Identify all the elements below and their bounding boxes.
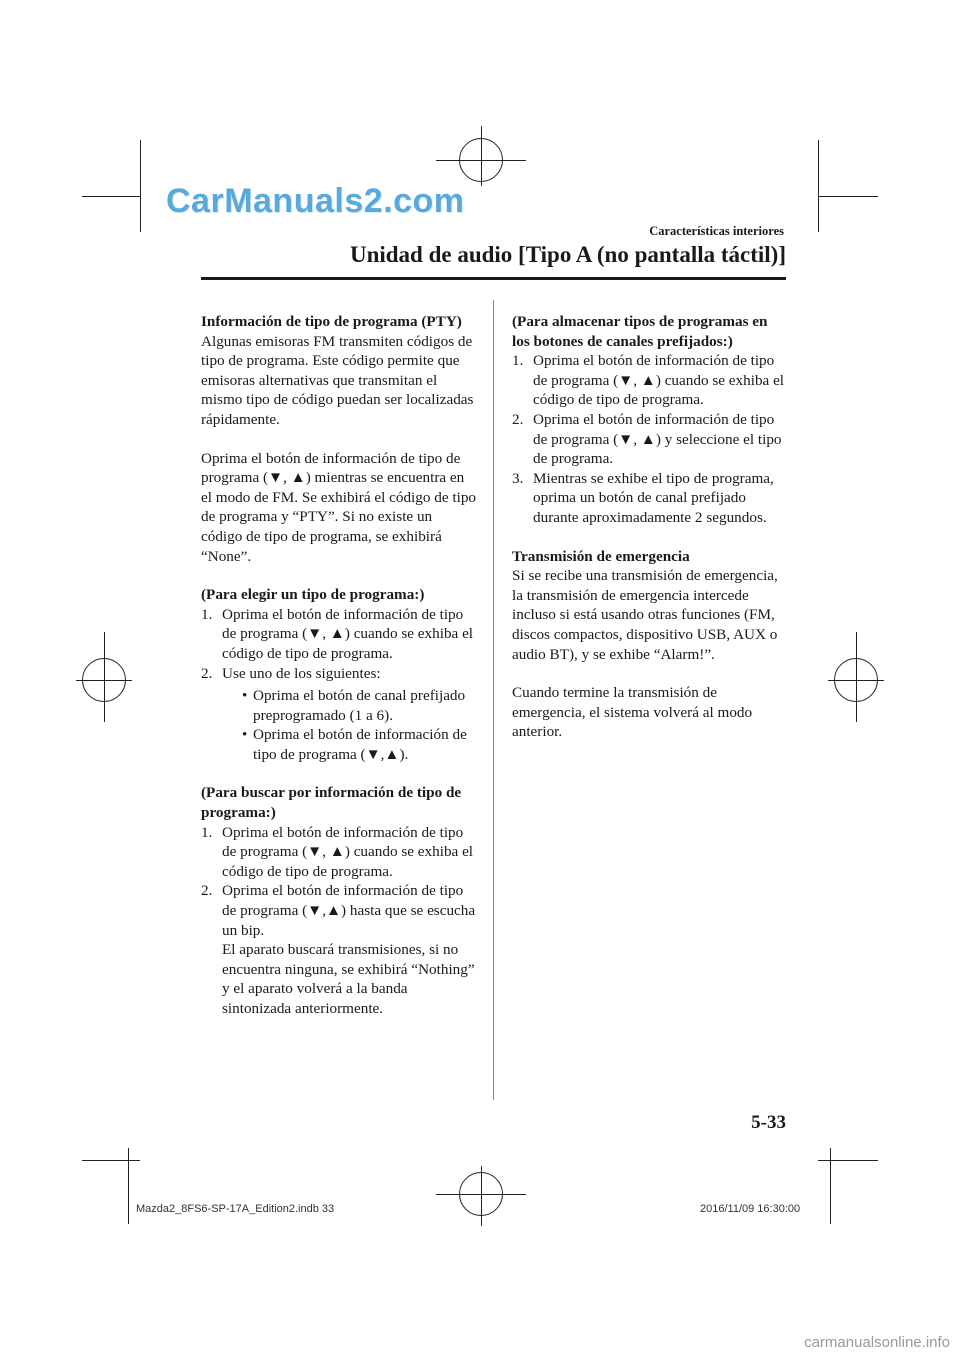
- page-number: 5-33: [751, 1112, 786, 1133]
- emergency-heading: Transmisión de emergencia: [512, 547, 690, 565]
- chapter-title: Unidad de audio [Tipo A (no pantalla táctil)]: [349, 242, 786, 267]
- pty-usage-paragraph: Oprima el botón de información de tipo de programa (▼, ▲) mientras se encuentra en el modo de FM. Se exhibirá el código de tipo de programa y “PTY”. Si no existe un código de tipo de programa, se exhibirá “None”.: [201, 449, 477, 565]
- list-item: 1. Oprima el botón de información de tipo de programa (▼, ▲) cuando se exhiba el código de tipo de programa.: [201, 823, 474, 880]
- search-type-steps: [201, 823, 476, 1019]
- pty-intro-paragraph: Algunas emisoras FM transmiten códigos de tipo de programa. Este código permite que emisoras alternativas que transmitan el mismo tipo de código puedan ser localizadas rápidamente.: [201, 332, 474, 428]
- list-item: 2. Oprima el botón de información de tipo de programa (▼,▲) hasta que se escucha un bip. El aparato buscará transmisiones, si no encuentra ninguna, se exhibirá “Nothing” y el aparato volverá a la banda sintonizada anteriormente.: [201, 882, 476, 1017]
- bullet-item: • Oprima el botón de canal prefijado preprogramado (1 a 6).: [242, 687, 466, 724]
- store-type-steps: [512, 351, 788, 527]
- list-item: 1. Oprima el botón de información de tipo de programa (▼, ▲) cuando se exhiba el código de tipo de programa.: [201, 605, 474, 662]
- pty-heading: Información de tipo de programa (PTY): [201, 313, 462, 330]
- footer-timestamp: 2016/11/09 16:30:00: [700, 1203, 801, 1215]
- list-item: 1. Oprima el botón de información de tipo de programa (▼, ▲) cuando se exhiba el código de tipo de programa.: [512, 352, 785, 409]
- column-divider: [493, 300, 494, 1100]
- store-type-heading: (Para almacenar tipos de programas en los botones de canales prefijados:): [512, 313, 768, 350]
- footer-site-watermark: carmanualsonline.info: [804, 1334, 950, 1351]
- emergency-end-paragraph: Cuando termine la transmisión de emergencia, el sistema volverá al modo anterior.: [512, 684, 753, 741]
- search-type-heading: (Para buscar por información de tipo de programa:): [201, 784, 462, 822]
- footer-filename: Mazda2_8FS6-SP-17A_Edition2.indb 33: [136, 1203, 335, 1215]
- emergency-paragraph: Si se recibe una transmisión de emergencia, la transmisión de emergencia intercede incluso si está usando otras funciones (FM, discos compactos, dispositivo USB, AUX o audio BT), y se exhibe “Alarm!”.: [512, 567, 778, 663]
- list-item: 2. Oprima el botón de información de tipo de programa (▼, ▲) y seleccione el tipo de programa.: [512, 410, 782, 468]
- choose-type-heading: (Para elegir un tipo de programa:): [201, 586, 425, 604]
- section-label: Características interiores: [649, 224, 784, 238]
- title-rule: [201, 277, 786, 280]
- right-column: [512, 312, 788, 761]
- list-item: 2. Use uno de los siguientes: • Oprima el botón de canal prefijado preprogramado (1 a 6). • Oprima el botón de información de tipo de programa (▼,▲).: [201, 664, 476, 765]
- choose-type-steps: [201, 605, 476, 765]
- watermark-logo: CarManuals2.com: [166, 182, 465, 220]
- bullet-item: • Oprima el botón de información de tipo de programa (▼,▲).: [242, 726, 467, 763]
- list-item: 3. Mientras se exhibe el tipo de programa, oprima un botón de canal prefijado durante aproximadamente 2 segundos.: [512, 469, 774, 526]
- left-column: [201, 312, 476, 1038]
- option-bullets: [222, 686, 476, 764]
